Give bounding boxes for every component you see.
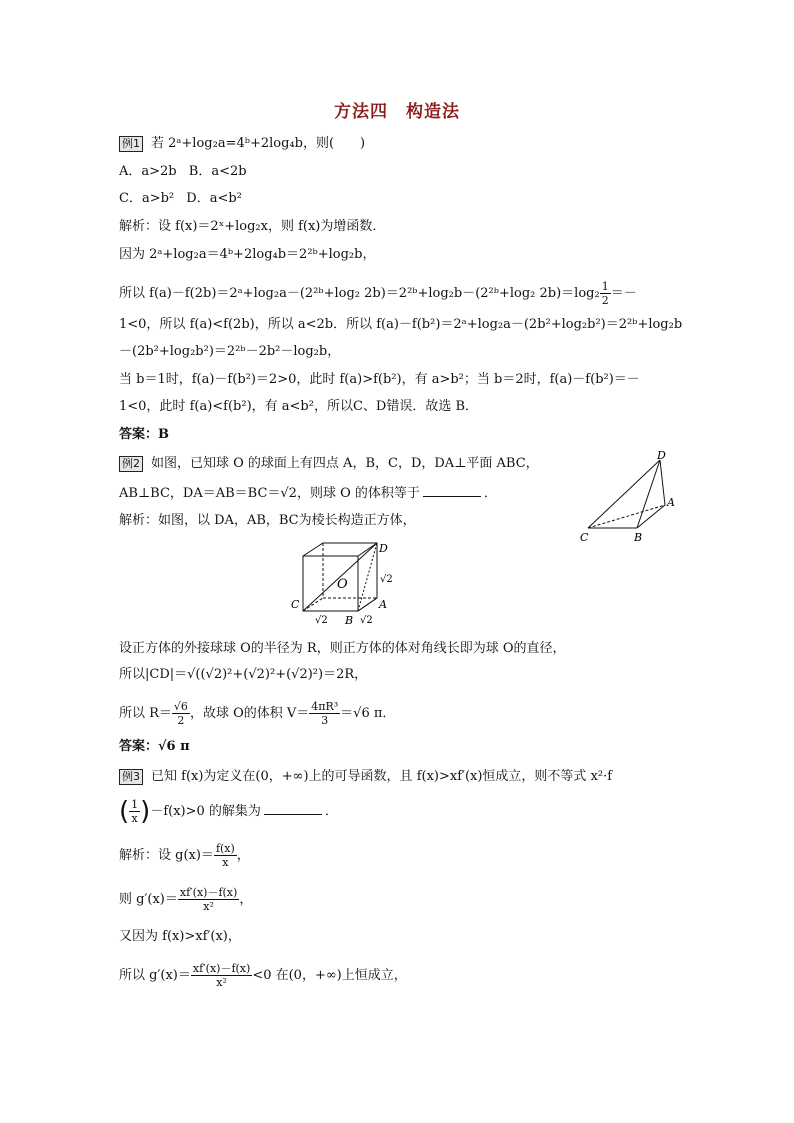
solution-line: 1<0，所以 f(a)<f(2b)，所以 a<2b．所以 f(a)－f(b²)＝2ᵃ+log₂a－(2b²+log₂b²)＝2²ᵇ+log₂b <box>119 317 683 332</box>
cube-figure <box>285 538 395 628</box>
option-b: B．a<2b <box>188 164 247 179</box>
label-C: C <box>580 531 589 544</box>
solution-text: ，故球 O的体积 V＝ <box>189 706 310 721</box>
option-c: C．a>b² <box>119 191 175 206</box>
option-a: A．a>2b <box>119 164 177 179</box>
options-row-2 <box>119 190 242 208</box>
label-A: A <box>379 598 387 611</box>
fraction: $\frac{1}{2}$ <box>601 280 609 307</box>
right-paren: ) <box>140 796 151 827</box>
solution-line: 1<0，此时 f(a)<f(b²)，有 a<b²，所以C、D错误．故选 B． <box>119 399 479 414</box>
example-3-badge: 例3 <box>119 769 143 785</box>
solution-line-fraction <box>119 280 637 307</box>
solution-text: ＝√6 π． <box>340 706 396 721</box>
solution-text: 所以 R＝ <box>119 706 172 721</box>
solution-line: 因为 2ᵃ+log₂a＝4ᵇ+2log₄b＝2²ᵇ+log₂b， <box>119 247 376 262</box>
example-1-badge: 例1 <box>119 136 143 152</box>
fraction: $\frac{f(x)}{x}$ <box>215 842 235 869</box>
question-text: 已知 f(x)为定义在(0，+∞)上的可导函数，且 f(x)>xf′(x)恒成立，则不等式 x²·f <box>151 769 613 784</box>
label-O: O <box>337 577 348 592</box>
answer-blank <box>264 802 322 815</box>
label-D: D <box>657 450 666 462</box>
label-A: A <box>667 496 675 509</box>
solution-text: 所以 f(a)－f(2b)＝2ᵃ+log₂a－(2²ᵇ+log₂ 2b)＝2²ᵇ+log₂b－(2²ᵇ+log₂ 2b)＝log₂ <box>119 286 600 301</box>
answer: 答案：B <box>119 427 169 442</box>
label-B: B <box>345 614 354 627</box>
solution-line: 解析：设 f(x)＝2ˣ+log₂x，则 f(x)为增函数． <box>119 219 386 234</box>
question-text: －f(x)>0 的解集为 <box>150 804 261 819</box>
option-d: D．a<b² <box>186 191 242 206</box>
label-D: D <box>379 542 388 555</box>
solution-text: ＝－ <box>610 286 637 301</box>
label-sqrt2-3: √2 <box>360 615 373 626</box>
example-3-question-2: ( $\frac{1}{x}$ )－f(x)>0 的解集为 ． <box>119 796 338 827</box>
example-3-question <box>119 768 612 786</box>
solution-line: 又因为 f(x)>xf′(x)， <box>119 929 241 944</box>
solution-line: 解析：如图，以 DA，AB，BC为棱长构造正方体， <box>119 513 416 528</box>
label-sqrt2-2: √2 <box>315 615 328 626</box>
fraction: $\frac{xf'(x)-f(x)}{\text{x²}}$ <box>192 962 251 989</box>
fraction: $\frac{xf'(x)-f(x)}{\text{x²}}$ <box>179 886 238 913</box>
fraction: $\frac{1}{x}$ <box>131 798 139 825</box>
label-B: B <box>634 531 643 544</box>
page-title: 方法四 构造法 <box>334 102 460 122</box>
tetrahedron-figure <box>575 450 685 545</box>
example-2-question <box>119 455 539 473</box>
solution-line-fraction: 解析：设 g(x)＝ $\frac{f(x)}{x}$ ， <box>119 842 250 869</box>
label-C: C <box>291 598 300 611</box>
question-text: 若 2ᵃ+log₂a=4ᵇ+2log₄b，则( ) <box>151 136 366 151</box>
example-2-question-2: AB⊥BC，DA＝AB＝BC＝√2，则球 O 的体积等于 ． <box>119 486 497 501</box>
solution-line: 当 b＝1时，f(a)－f(b²)＝2>0，此时 f(a)>f(b²)，有 a>b²；当 b＝2时，f(a)－f(b²)＝－ <box>119 372 640 387</box>
solution-line: －(2b²+log₂b²)＝2²ᵇ－2b²－log₂b， <box>119 344 341 359</box>
solution-text: <0 在(0，+∞)上恒成立， <box>252 968 407 983</box>
label-sqrt2-1: √2 <box>380 574 393 585</box>
answer-blank <box>423 484 481 497</box>
solution-line-fraction: 则 g′(x)＝ $\frac{xf'(x)-f(x)}{\text{x²}}$ ， <box>119 886 253 913</box>
answer: 答案：√6 π <box>119 739 190 754</box>
solution-line-fraction <box>119 700 395 727</box>
solution-text: 则 g′(x)＝ <box>119 892 178 907</box>
solution-text: 所以 g′(x)＝ <box>119 968 191 983</box>
solution-text: 解析：设 g(x)＝ <box>119 848 214 863</box>
question-text: AB⊥BC，DA＝AB＝BC＝√2，则球 O 的体积等于 <box>119 486 420 501</box>
solution-line-fraction <box>119 962 407 989</box>
fraction: $\frac{√6}{2}$ <box>173 700 188 727</box>
left-paren: ( <box>119 796 130 827</box>
fraction: $\frac{\text{4πR³}}{3}$ <box>311 700 339 727</box>
example-2-badge: 例2 <box>119 456 143 472</box>
solution-line: 所以|CD|＝√((√2)²+(√2)²+(√2)²)＝2R， <box>119 667 368 682</box>
solution-line: 设正方体的外接球球 O的半径为 R，则正方体的体对角线长即为球 O的直径， <box>119 641 566 656</box>
question-text: 如图，已知球 O 的球面上有四点 A，B，C，D，DA⊥平面 ABC， <box>151 456 539 471</box>
example-1-question <box>119 135 365 153</box>
options-row-1 <box>119 163 247 181</box>
